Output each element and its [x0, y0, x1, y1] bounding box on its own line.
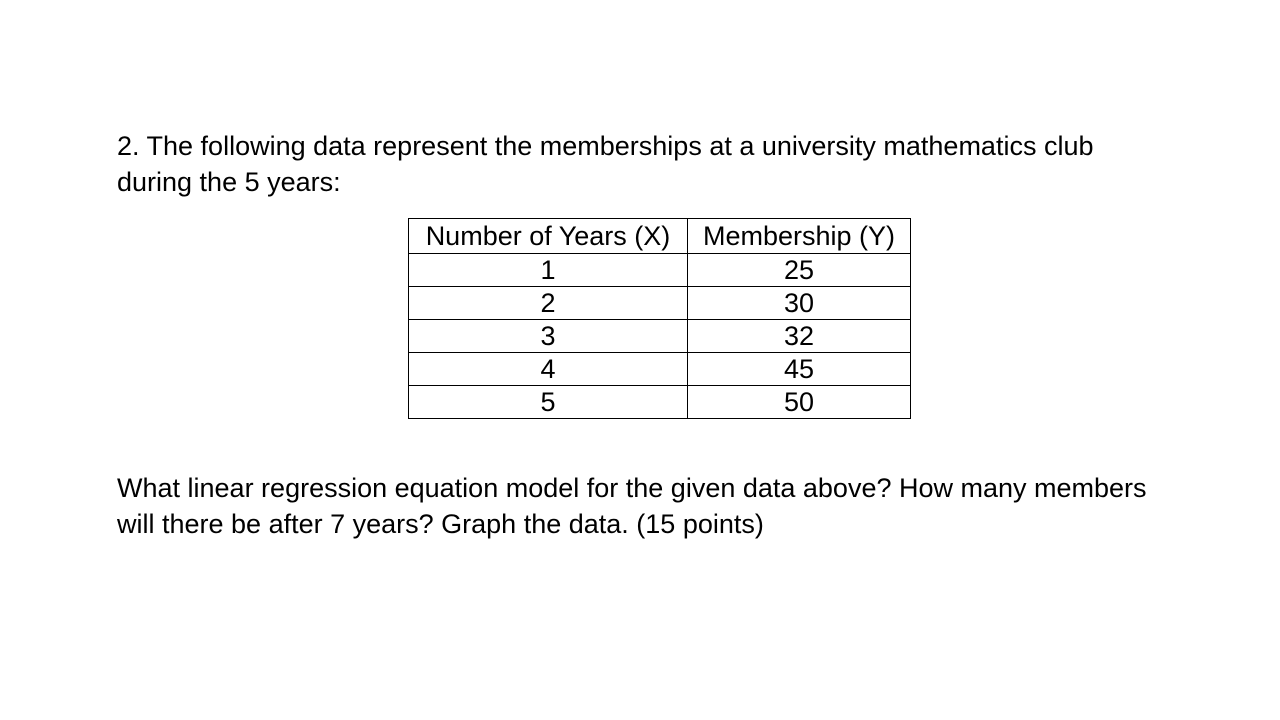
cell-membership: 32: [688, 320, 911, 353]
membership-table: [408, 218, 911, 419]
intro-line-2: during the 5 years:: [117, 167, 341, 197]
table-row: [409, 386, 911, 419]
cell-years: 5: [409, 386, 688, 419]
table-row: [409, 287, 911, 320]
question-line-2: will there be after 7 years? Graph the data. (15 points): [117, 509, 764, 539]
cell-membership: 30: [688, 287, 911, 320]
header-membership: Membership (Y): [688, 219, 911, 254]
cell-years: 1: [409, 254, 688, 287]
cell-membership: 50: [688, 386, 911, 419]
header-years: Number of Years (X): [409, 219, 688, 254]
table-row: [409, 320, 911, 353]
cell-membership: 25: [688, 254, 911, 287]
table-header-row: [409, 219, 911, 254]
problem-intro: [117, 128, 1217, 200]
cell-years: 3: [409, 320, 688, 353]
cell-years: 2: [409, 287, 688, 320]
problem-question: [117, 470, 1237, 542]
cell-membership: 45: [688, 353, 911, 386]
question-line-1: What linear regression equation model for the given data above? How many members: [117, 473, 1147, 503]
cell-years: 4: [409, 353, 688, 386]
table-row: [409, 353, 911, 386]
table-row: [409, 254, 911, 287]
intro-line-1: 2. The following data represent the memberships at a university mathematics club: [117, 131, 1094, 161]
